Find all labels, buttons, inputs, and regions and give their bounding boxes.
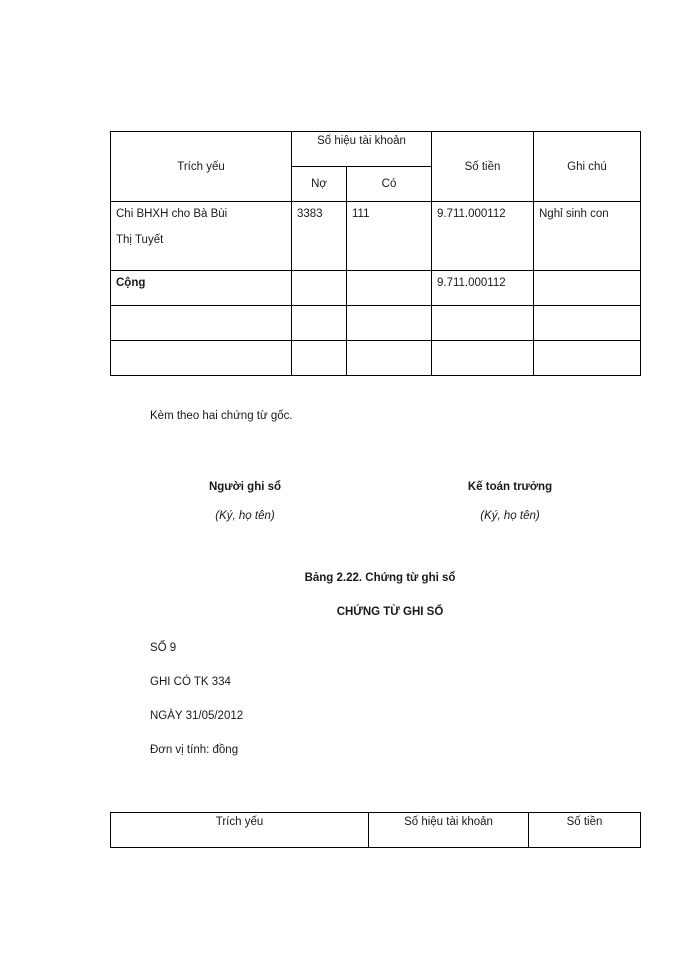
empty-cell (534, 341, 641, 376)
cell-no: 3383 (292, 202, 347, 271)
cell-total-label: Cộng (111, 271, 292, 306)
empty-cell (292, 306, 347, 341)
empty-cell (347, 306, 432, 341)
signature-hint-chief-accountant: (Ký, họ tên) (480, 510, 540, 522)
attachment-note: Kèm theo hai chứng từ gốc. (150, 410, 293, 422)
signature-title-recorder: Người ghi sổ (208, 481, 282, 493)
empty-cell (534, 271, 641, 306)
signature-title-chief-accountant: Kế toán trưởng (467, 481, 553, 493)
document-date: NGÀY 31/05/2012 (150, 710, 244, 722)
empty-cell (292, 341, 347, 376)
cell-co: 111 (347, 202, 432, 271)
cell-ghi-chu: Nghỉ sinh con (534, 202, 641, 271)
trich-yeu-line-1: Chi BHXH cho Bà Bùi (116, 208, 228, 220)
trich-yeu-line-2: Thị Tuyết (116, 234, 164, 246)
cell-so-tien: 9.711.000112 (432, 202, 534, 271)
empty-cell (111, 306, 292, 341)
header-no: Nợ (292, 167, 347, 202)
header-so-tien: Số tiền (432, 132, 534, 202)
table-row-empty (111, 341, 641, 376)
header-co: Có (347, 167, 432, 202)
header-so-hieu-2: Số hiệu tài khoản (369, 813, 529, 848)
header-so-hieu-tai-khoan: Số hiệu tài khoản (292, 132, 432, 167)
second-voucher-table (110, 812, 641, 848)
cell-trich-yeu (111, 202, 292, 271)
credit-account: GHI CÓ TK 334 (150, 676, 231, 688)
table-row (111, 202, 641, 271)
table-row-total (111, 271, 641, 306)
header-so-tien-2: Số tiền (529, 813, 641, 848)
cell-total-amount: 9.711.000112 (432, 271, 534, 306)
empty-cell (347, 271, 432, 306)
table-row-empty (111, 306, 641, 341)
voucher-table (110, 131, 641, 376)
header-ghi-chu: Ghi chú (534, 132, 641, 202)
empty-cell (111, 341, 292, 376)
empty-cell (534, 306, 641, 341)
empty-cell (432, 341, 534, 376)
table-caption: Bảng 2.22. Chứng từ ghi sổ (304, 572, 456, 584)
document-title: CHỨNG TỪ GHI SỔ (336, 606, 444, 618)
empty-cell (347, 341, 432, 376)
empty-cell (432, 306, 534, 341)
signature-hint-recorder: (Ký, họ tên) (215, 510, 275, 522)
currency-unit: Đơn vị tính: đồng (150, 744, 239, 756)
header-trich-yeu-2: Trích yếu (111, 813, 369, 848)
empty-cell (292, 271, 347, 306)
document-number: SỐ 9 (150, 642, 177, 654)
header-trich-yeu: Trích yếu (111, 132, 292, 202)
